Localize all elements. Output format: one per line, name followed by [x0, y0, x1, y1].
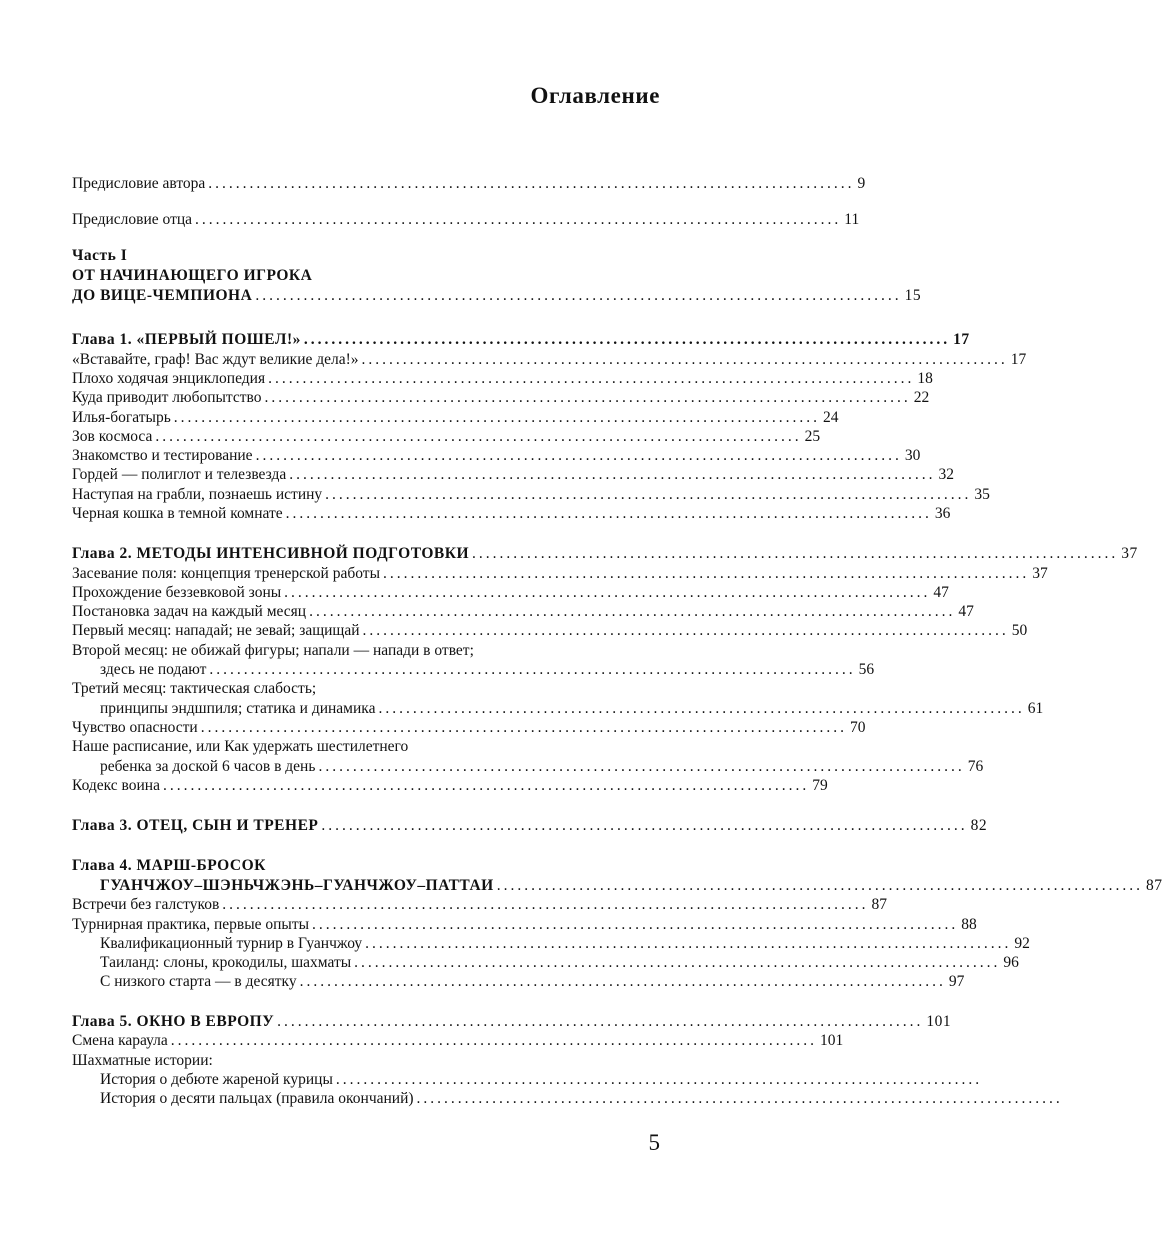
dot-leader: .............................................................................................. [321, 817, 968, 834]
toc-entry [72, 621, 1028, 640]
toc-entry [72, 408, 839, 427]
toc-entry-title: Глава 4. МАРШ-БРОСОК [72, 857, 266, 874]
dot-leader: .............................................................................................. [496, 877, 1143, 894]
toc-entry-title: Кодекс воина [72, 777, 160, 794]
dot-leader: .............................................................................................. [361, 351, 1008, 368]
toc-entry-page: 50 [1011, 622, 1028, 639]
toc-entry-title: Зов космоса [72, 428, 153, 445]
toc-entry [72, 210, 860, 229]
toc-entry-page: 61 [1027, 700, 1044, 717]
toc-entry-title: Квалификационный турнир в Гуанчжоу [100, 935, 363, 952]
toc-entry-page: 15 [904, 287, 922, 304]
dot-leader: .............................................................................................. [162, 777, 810, 794]
dot-leader: .............................................................................................. [268, 370, 915, 387]
toc-entry [72, 350, 1027, 369]
toc-entry-title: Турнирная практика, первые опыты [72, 916, 310, 933]
toc-entry [72, 1070, 983, 1089]
dot-leader: .............................................................................................. [277, 1013, 924, 1030]
dot-leader: .............................................................................................. [325, 486, 972, 503]
toc-entry [72, 174, 866, 193]
toc-entry [72, 1089, 1063, 1108]
toc-entry-title: Гордей — полиглот и телезвезда [72, 466, 287, 483]
dot-leader: .............................................................................................. [416, 1090, 1063, 1107]
toc-entry-title: ДО ВИЦЕ-ЧЕМПИОНА [72, 287, 253, 304]
dot-leader: .............................................................................................. [378, 700, 1025, 717]
toc-entry-title: Засевание поля: концепция тренерской работы [72, 565, 380, 582]
toc-entry-page: 18 [917, 370, 933, 387]
toc-entry [72, 564, 1048, 583]
toc-entry [72, 504, 951, 523]
dot-leader: .............................................................................................. [284, 584, 931, 601]
toc-entry-title: Наступая на грабли, познаешь истину [72, 486, 323, 503]
toc-entry-title: ОТ НАЧИНАЮЩЕГО ИГРОКА [72, 267, 313, 284]
toc-entry [72, 388, 930, 407]
toc-entry-title: Часть I [72, 247, 128, 264]
toc-entry-page: 30 [904, 447, 921, 464]
toc-entry-page: 56 [858, 661, 875, 678]
toc-entry-page: 96 [1003, 954, 1019, 971]
toc-entry-title: здесь не подают [100, 661, 207, 678]
toc-entry-title: принципы эндшпиля; статика и динамика [100, 700, 376, 717]
dot-leader: .............................................................................................. [264, 389, 911, 406]
dot-leader: .............................................................................................. [365, 935, 1012, 952]
dot-leader: .............................................................................................. [309, 603, 956, 620]
toc-entry-title: Илья-богатырь [72, 409, 171, 426]
toc-entry-page: 70 [849, 719, 866, 736]
toc-entry-page: 22 [913, 389, 930, 406]
toc-entry [72, 427, 821, 446]
toc-entry-title: Глава 1. «ПЕРВЫЙ ПОШЕЛ!» [72, 331, 301, 348]
toc-entry [72, 446, 921, 465]
chapter-heading [72, 1012, 952, 1031]
toc-entry [72, 972, 965, 991]
toc-entry-page: 47 [958, 603, 974, 620]
dot-leader: .............................................................................................. [195, 211, 842, 228]
toc-entry-title: Шахматные истории: [72, 1052, 213, 1069]
toc-entry-page: 11 [844, 211, 860, 228]
dot-leader: .............................................................................................. [209, 661, 856, 678]
toc-entry-page: 101 [820, 1032, 844, 1049]
toc-entry-title: ГУАНЧЖОУ–ШЭНЬЧЖЭНЬ–ГУАНЧЖОУ–ПАТТАИ [100, 877, 494, 894]
page-number: 5 [648, 1130, 660, 1155]
toc-entry-title: Смена караула [72, 1032, 168, 1049]
toc-entry-page: 35 [974, 486, 990, 503]
toc-entry-page: 25 [804, 428, 821, 445]
toc-entry [72, 915, 977, 934]
toc-entry-title: ребенка за доской 6 часов в день [100, 758, 316, 775]
chapter-heading [72, 816, 988, 835]
toc-entry-title: Первый месяц: нападай; не зевай; защищай [72, 622, 360, 639]
toc-entry [72, 718, 866, 737]
toc-entry [72, 465, 954, 484]
dot-leader: .............................................................................................. [222, 896, 869, 913]
part-heading [72, 286, 922, 305]
toc-entry-page: 9 [857, 175, 866, 192]
dot-leader: .............................................................................................. [289, 466, 936, 483]
toc-entry-title: Предисловие отца [72, 211, 193, 228]
part-heading [72, 266, 660, 285]
toc-entry-page: 97 [948, 973, 965, 990]
dot-leader: .............................................................................................. [170, 1032, 818, 1049]
toc-entry-title: С низкого старта — в десятку [100, 973, 297, 990]
toc-entry-page: 47 [933, 584, 949, 601]
toc-entry [72, 583, 949, 602]
dot-leader: .............................................................................................. [285, 505, 932, 522]
toc-entry-page: 17 [953, 331, 970, 348]
toc-entry [72, 369, 933, 388]
toc-entry [72, 1051, 660, 1070]
dot-leader: .............................................................................................. [255, 287, 902, 304]
toc-entry-title: Наше расписание, или Как удержать шестилетнего [72, 738, 409, 755]
toc-entry-page: 32 [938, 466, 954, 483]
toc-entry-title: Глава 5. ОКНО В ЕВРОПУ [72, 1013, 275, 1030]
dot-leader: .............................................................................................. [299, 973, 946, 990]
dot-leader: .............................................................................................. [472, 545, 1119, 562]
toc-entry-title: Второй месяц: не обижай фигуры; напали — напади в ответ; [72, 642, 474, 659]
toc-entry [72, 934, 1030, 953]
chapter-heading [72, 856, 660, 875]
chapter-heading [72, 876, 1162, 895]
toc-entry-title: Таиланд: слоны, крокодилы, шахматы [100, 954, 352, 971]
toc-entry-title: Глава 3. ОТЕЦ, СЫН И ТРЕНЕР [72, 817, 319, 834]
dot-leader: .............................................................................................. [354, 954, 1001, 971]
page-title: Оглавление [530, 83, 660, 108]
toc-entry-page: 24 [823, 409, 839, 426]
toc-entry [72, 679, 660, 698]
toc-entry [72, 895, 888, 914]
dot-leader: .............................................................................................. [200, 719, 847, 736]
toc-entry [72, 1031, 844, 1050]
toc-entry-title: Глава 2. МЕТОДЫ ИНТЕНСИВНОЙ ПОДГОТОВКИ [72, 545, 470, 562]
dot-leader: .............................................................................................. [382, 565, 1030, 582]
toc-entry-title: Черная кошка в темной комнате [72, 505, 283, 522]
toc-entry-page: 92 [1014, 935, 1030, 952]
toc-entry-page: 17 [1010, 351, 1027, 368]
dot-leader: .............................................................................................. [155, 428, 802, 445]
toc-entry-title: «Вставайте, граф! Вас ждут великие дела!» [72, 351, 359, 368]
toc-entry [72, 699, 1044, 718]
toc-entry [72, 660, 875, 679]
toc-entry-page: 88 [961, 916, 977, 933]
toc-entry-title: Прохождение беззевковой зоны [72, 584, 282, 601]
toc-entry [72, 641, 660, 660]
toc-entry-page: 37 [1121, 545, 1138, 562]
toc-entry-page: 87 [871, 896, 888, 913]
toc-entry-page: 37 [1032, 565, 1048, 582]
chapter-heading [72, 544, 1138, 563]
dot-leader: .............................................................................................. [303, 331, 951, 348]
dot-leader: .............................................................................................. [312, 916, 959, 933]
dot-leader: .............................................................................................. [362, 622, 1009, 639]
chapter-heading [72, 330, 970, 349]
toc-entry-page: 76 [967, 758, 984, 775]
toc-entry-title: Плохо ходячая энциклопедия [72, 370, 266, 387]
toc-entry-page: 87 [1145, 877, 1162, 894]
toc-entry-title: Чувство опасности [72, 719, 198, 736]
toc-entry-title: Куда приводит любопытство [72, 389, 262, 406]
toc-entry-title: Третий месяц: тактическая слабость; [72, 680, 317, 697]
dot-leader: .............................................................................................. [208, 175, 855, 192]
dot-leader: .............................................................................................. [255, 447, 902, 464]
toc-entry-title: Предисловие автора [72, 175, 206, 192]
toc-entry-title: История о дебюте жареной курицы [100, 1071, 333, 1088]
toc-entry-page: 82 [970, 817, 988, 834]
toc-entry [72, 602, 974, 621]
toc-entry [72, 953, 1019, 972]
toc-entry-page: 36 [934, 505, 951, 522]
toc-entry [72, 485, 990, 504]
toc-entry-title: Постановка задач на каждый месяц [72, 603, 307, 620]
dot-leader: .............................................................................................. [173, 409, 821, 426]
dot-leader: .............................................................................................. [318, 758, 965, 775]
toc-entry-page: 79 [812, 777, 828, 794]
toc-entry-title: Знакомство и тестирование [72, 447, 253, 464]
toc-entry-page: 101 [926, 1013, 952, 1030]
dot-leader: .............................................................................................. [335, 1071, 983, 1088]
toc-entry [72, 737, 660, 756]
toc-entry-title: История о десяти пальцах (правила окончаний) [100, 1090, 414, 1107]
part-heading [72, 246, 660, 265]
toc-entry [72, 776, 828, 795]
toc-entry-title: Встречи без галстуков [72, 896, 220, 913]
toc-entry [72, 757, 984, 776]
